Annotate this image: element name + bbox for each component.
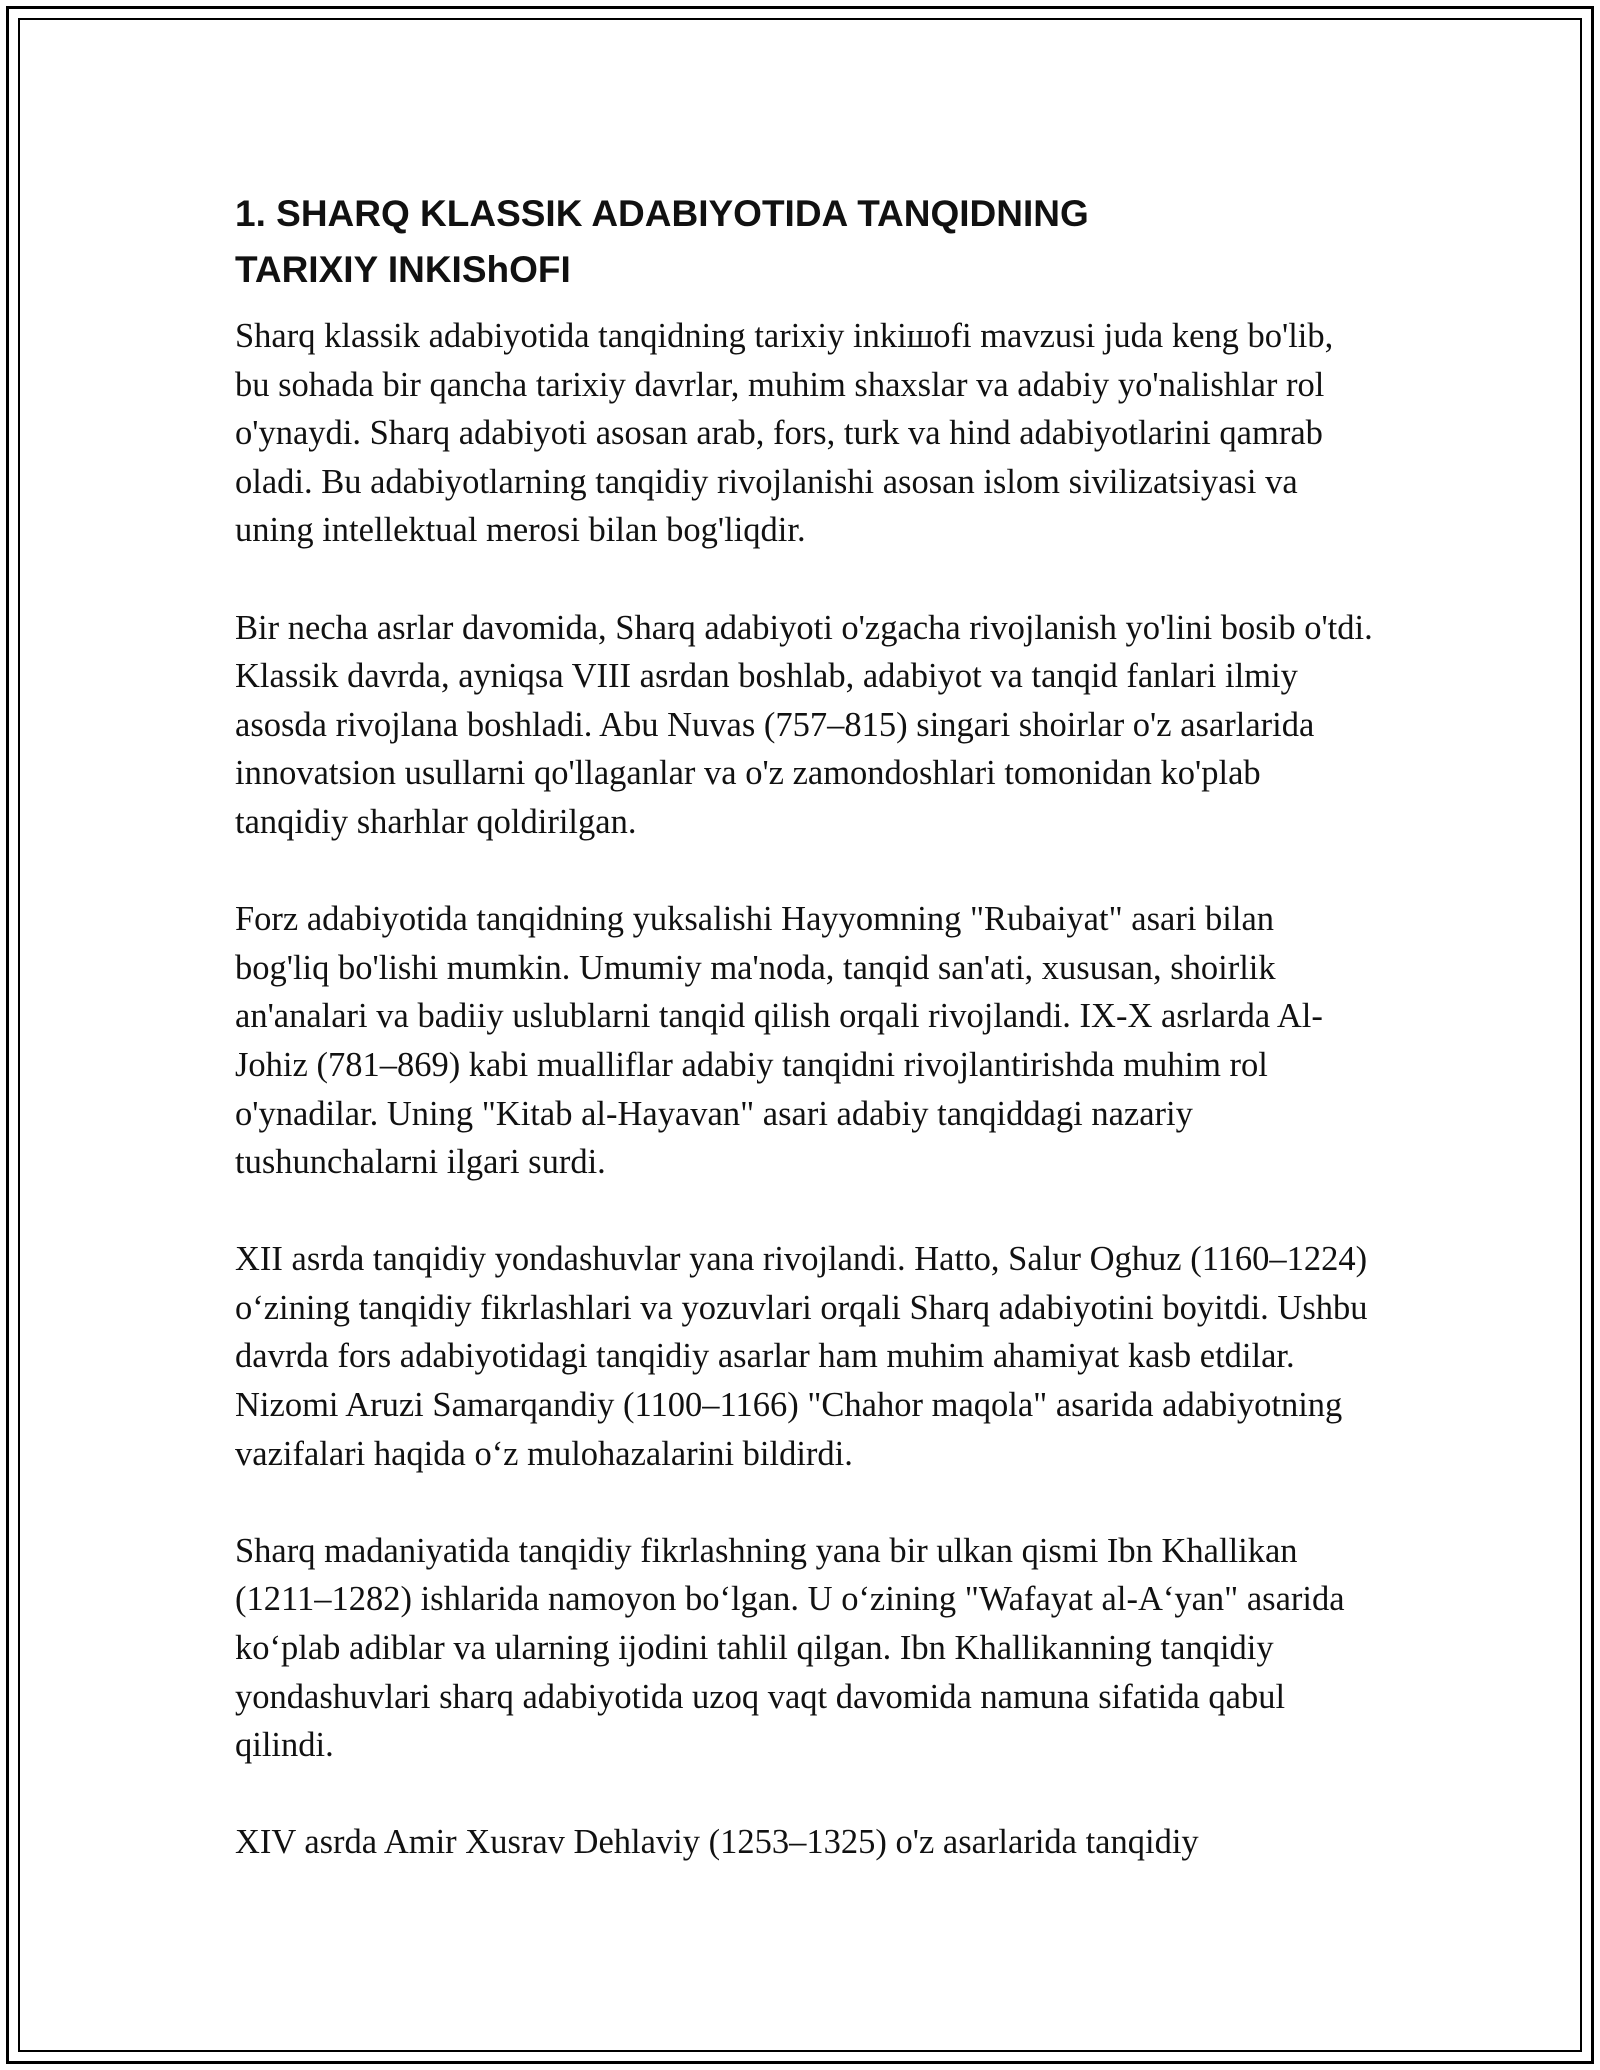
paragraph-4: XII asrda tanqidiy yondashuvlar yana rivojlandi. Hatto, Salur Oghuz (1160–1224) oʻzining tanqidiy fikrlashlari va yozuvlari orqali Sharq adabiyotini boyitdi. Ushbu davrda fors adabiyotidagi tanqidiy asarlar ham muhim ahamiyat kasb etdilar. Nizomi Aruzi Samarqandiy (1100–1166) "Chahor maqola" asarida adabiyotning vazifalari haqida oʻz mulohazalarini bildirdi.: [235, 1240, 1368, 1473]
section-heading-line-1: 1. SHARQ KLASSIK ADABIYOTIDA TANQIDNING: [235, 193, 1089, 234]
paragraph-5: Sharq madaniyatida tanqidiy fikrlashning yana bir ulkan qismi Ibn Khallikan (1211–1282) ishlarida namoyon boʻlgan. U oʻzining "Wafayat al-Aʻyan" asarida koʻplab adiblar va ularning ijodini tahlil qilgan. Ibn Khallikanning tanqidiy yondashuvlari sharq adabiyotida uzoq vaqt davomida namuna sifatida qabul qilindi.: [235, 1531, 1345, 1765]
paragraph-1: Sharq klassik adabiyotida tanqidning tarixiy inkiшofi mavzusi juda keng bo'lib, bu sohada bir qancha tarixiy davrlar, muhim shaxslar va adabiy yo'nalishlar rol o'ynaydi. Sharq adabiyoti asosan arab, fors, turk va hind adabiyotlarini qamrab oladi. Bu adabiyotlarning tanqidiy rivojlanishi asosan islom sivilizatsiyasi va uning intellektual merosi bilan bog'liqdir.: [235, 317, 1334, 550]
paragraph-2: Bir necha asrlar davomida, Sharq adabiyoti o'zgacha rivojlanish yo'lini bosib o'tdi. Klassik davrda, ayniqsa VIII asrdan boshlab, adabiyot va tanqid fanlari ilmiy asosda rivojlana boshladi. Abu Nuvas (757–815) singari shoirlar o'z asarlarida innovatsion usullarni qo'llaganlar va o'z zamondoshlari tomonidan ko'plab tanqidiy sharhlar qoldirilgan.: [235, 608, 1373, 841]
document-body: [235, 186, 1375, 1867]
paragraph-3: Forz adabiyotida tanqidning yuksalishi Hayyomning "Rubaiyat" asari bilan bog'liq bo'lishi mumkin. Umumiy ma'noda, tanqid san'ati, xususan, shoirlik an'analari va badiiy uslublarni tanqid qilish orqali rivojlandi. IX-X asrlarda Al-Johiz (781–869) kabi mualliflar adabiy tanqidni rivojlantirishda muhim rol o'ynadilar. Uning "Kitab al-Hayavan" asari adabiy tanqiddagi nazariy tushunchalarni ilgari surdi.: [235, 900, 1323, 1182]
paragraph-6: XIV asrda Amir Xusrav Dehlaviy (1253–1325) o'z asarlarida tanqidiy: [235, 1823, 1199, 1862]
section-heading: [235, 186, 1375, 298]
section-heading-line-2: TARIXIY INKIShOFI: [235, 249, 571, 290]
